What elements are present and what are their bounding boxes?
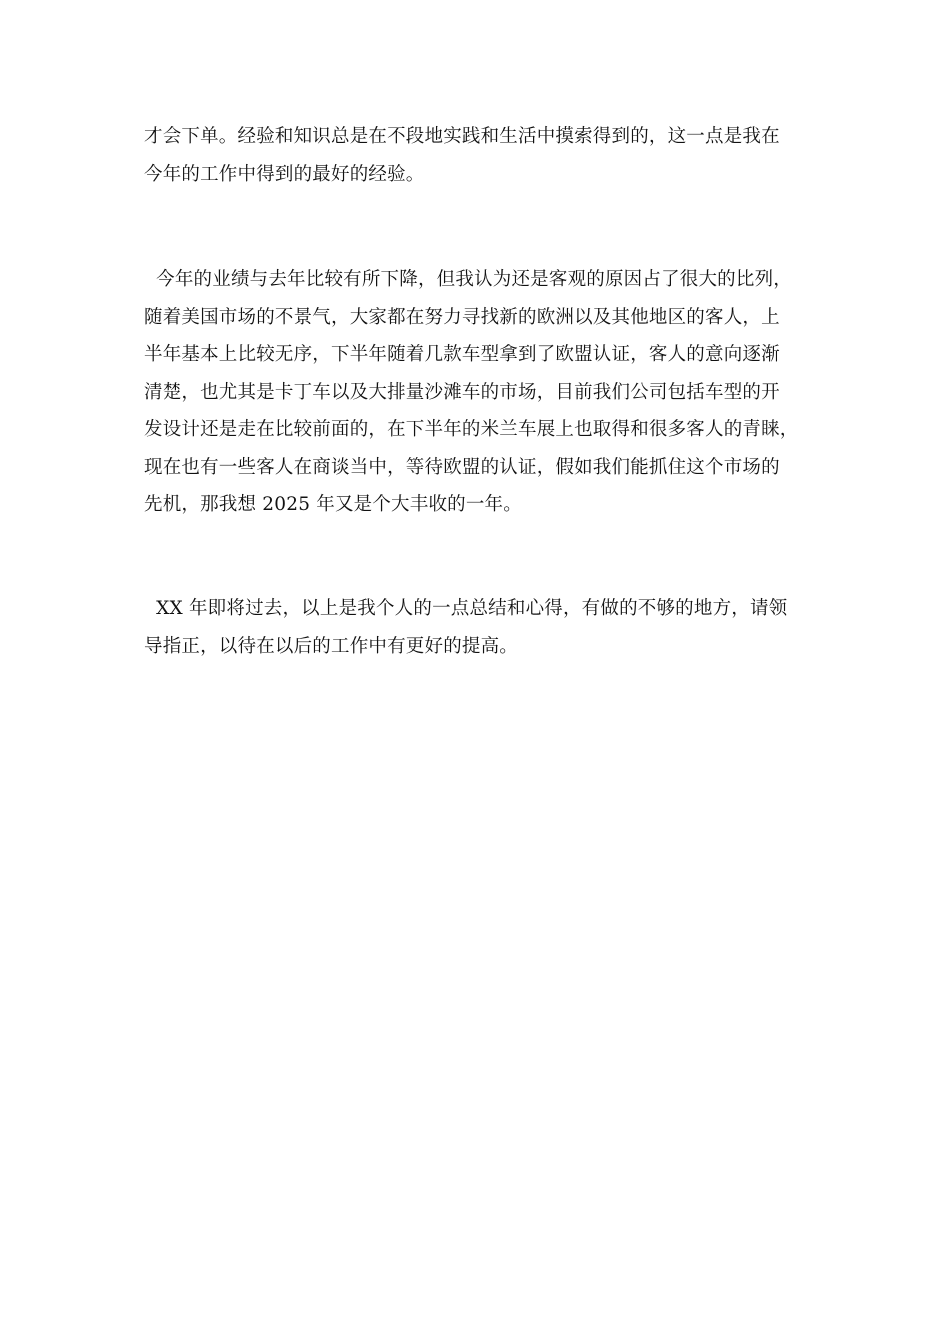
paragraph-line: 先机，那我想 2025 年又是个大丰收的一年。 — [144, 494, 522, 515]
paragraph-experience — [144, 118, 806, 193]
paragraph-line: 清楚，也尤其是卡丁车以及大排量沙滩车的市场，目前我们公司包括车型的开 — [144, 381, 780, 403]
paragraph-line: XX 年即将过去，以上是我个人的一点总结和心得，有做的不够的地方，请领 — [144, 598, 788, 619]
paragraph-line: 才会下单。经验和知识总是在不段地实践和生活中摸索得到的，这一点是我在 — [144, 126, 780, 147]
paragraph-line: 今年的业绩与去年比较有所下降，但我认为还是客观的原因占了很大的比列， — [144, 269, 792, 290]
paragraph-performance — [144, 261, 806, 524]
paragraph-line: 发设计还是走在比较前面的，在下半年的米兰车展上也取得和很多客人的青睐， — [144, 419, 799, 440]
paragraph-line: 今年的工作中得到的最好的经验。 — [144, 163, 425, 185]
paragraph-line: 现在也有一些客人在商谈当中，等待欧盟的认证，假如我们能抓住这个市场的 — [144, 456, 780, 478]
paragraph-line: 随着美国市场的不景气，大家都在努力寻找新的欧洲以及其他地区的客人，上 — [144, 306, 780, 328]
paragraph-line: 半年基本上比较无序，下半年随着几款车型拿到了欧盟认证，客人的意向逐渐 — [144, 344, 780, 365]
paragraph-conclusion — [144, 590, 806, 665]
paragraph-line: 导指正，以待在以后的工作中有更好的提高。 — [144, 635, 519, 657]
